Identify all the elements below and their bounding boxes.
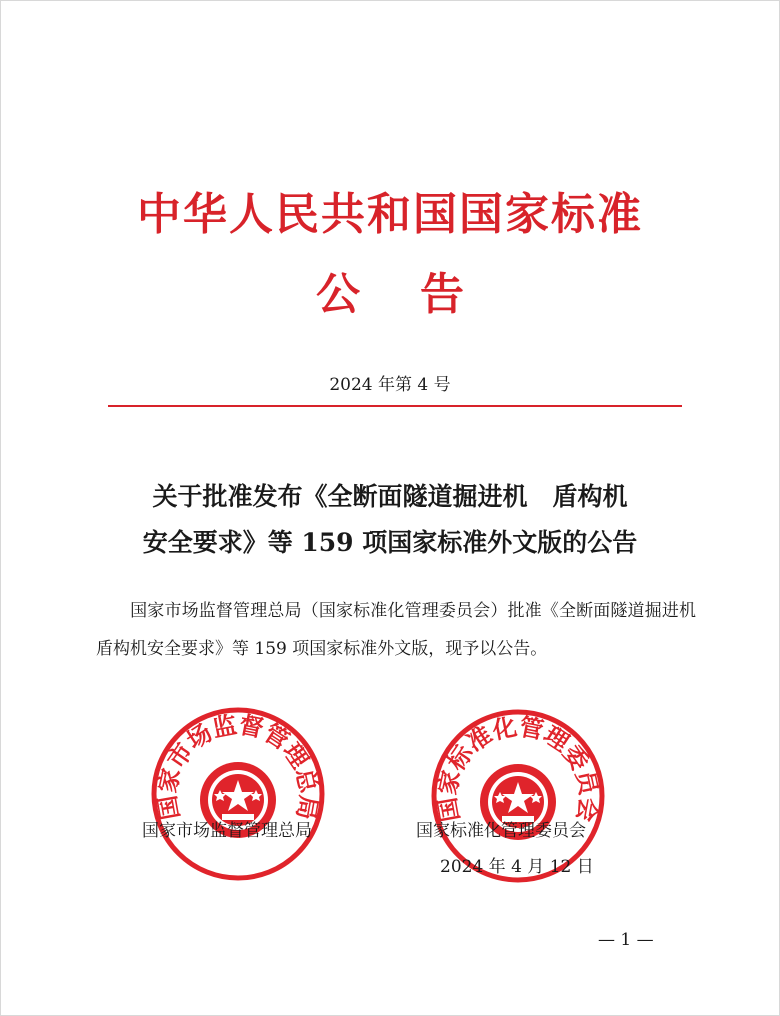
- issue-date: 2024 年 4 月 12 日: [440, 857, 594, 877]
- header-subtitle: 公告: [316, 269, 524, 320]
- document-title: [0, 474, 780, 566]
- seal-left-text: 国家市场监督管理总局: [152, 709, 324, 823]
- document-title-line2: 安全要求》等 159 项国家标准外文版的公告: [142, 528, 638, 557]
- document-body: [96, 592, 713, 668]
- issuer-left: 国家市场监督管理总局: [142, 821, 312, 841]
- issue-number: 2024 年第 4 号: [329, 375, 451, 395]
- official-seal-left: [148, 704, 328, 884]
- seal-right-text: 国家标准化管理委员会: [432, 711, 604, 825]
- body-paragraph: 国家市场监督管理总局（国家标准化管理委员会）批准《全断面隧道掘进机 盾构机安全要求》等 159 项国家标准外文版，现予以公告。: [96, 601, 713, 659]
- issuer-right: 国家标准化管理委员会: [416, 821, 586, 841]
- document-title-line1: 关于批准发布《全断面隧道掘进机 盾构机: [152, 482, 628, 511]
- red-divider-line: [108, 405, 682, 407]
- header-title: 中华人民共和国国家标准: [137, 189, 643, 240]
- page-number: — 1 —: [598, 930, 654, 950]
